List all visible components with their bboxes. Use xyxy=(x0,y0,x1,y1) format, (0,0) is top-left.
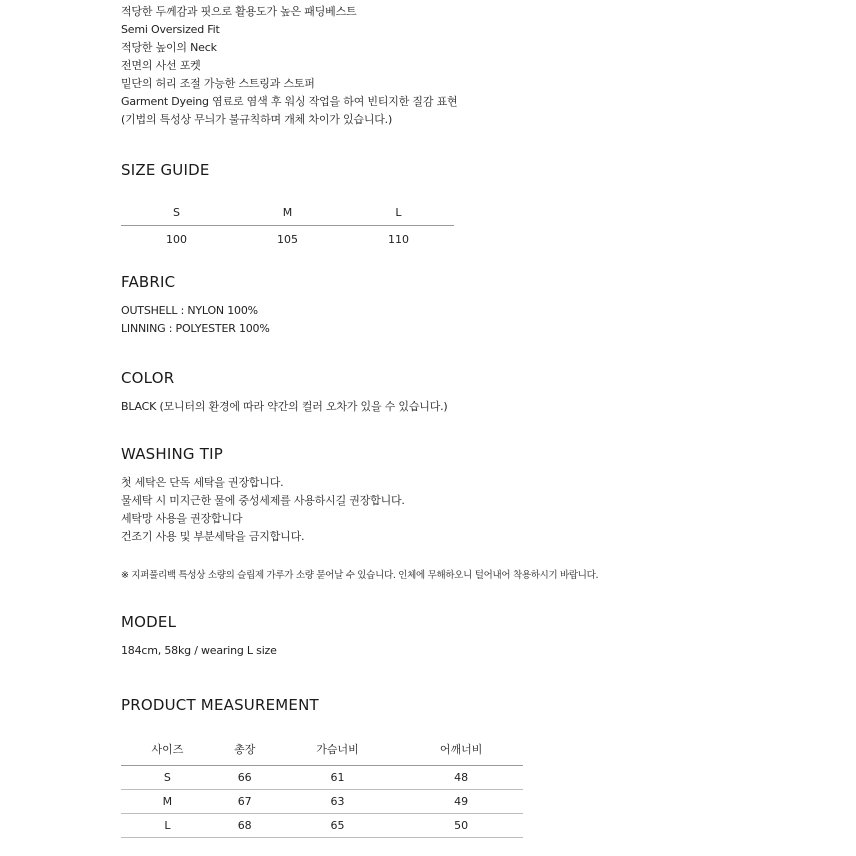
color-title: COLOR xyxy=(121,369,175,387)
table-cell: S xyxy=(121,766,214,790)
description-line: 전면의 사선 포켓 xyxy=(121,59,201,72)
washing-line: 세탁망 사용을 권장합니다 xyxy=(121,512,243,525)
washing-tip-title: WASHING TIP xyxy=(121,445,223,463)
size-guide-title: SIZE GUIDE xyxy=(121,161,210,179)
table-cell: 65 xyxy=(276,814,400,838)
table-cell: 61 xyxy=(276,766,400,790)
model-title: MODEL xyxy=(121,613,177,631)
color-text: BLACK (모니터의 환경에 따라 약간의 컬러 오차가 있을 수 있습니다.) xyxy=(121,400,448,413)
washing-instructions xyxy=(121,474,405,546)
fabric-title: FABRIC xyxy=(121,273,176,291)
description-line: (기법의 특성상 무늬가 불규칙하며 개체 차이가 있습니다.) xyxy=(121,113,393,126)
table-cell: 68 xyxy=(214,814,276,838)
measurement-header: 총장 xyxy=(214,733,276,766)
table-row xyxy=(121,814,523,838)
description-line: 적당한 두께감과 핏으로 활용도가 높은 패딩베스트 xyxy=(121,5,357,18)
table-row xyxy=(121,766,523,790)
size-guide-header-row xyxy=(121,199,454,226)
product-description xyxy=(121,3,457,129)
size-guide-value: 110 xyxy=(388,232,409,246)
fabric-details xyxy=(121,302,270,338)
table-cell: 48 xyxy=(399,766,523,790)
description-line: 적당한 높이의 Neck xyxy=(121,41,217,54)
fabric-line: LINNING : POLYESTER 100% xyxy=(121,322,270,335)
table-cell: 66 xyxy=(214,766,276,790)
washing-line: 첫 세탁은 단독 세탁을 권장합니다. xyxy=(121,476,284,489)
measurement-header: 가슴너비 xyxy=(276,733,400,766)
table-row xyxy=(121,790,523,814)
description-line: Garment Dyeing 염료로 염색 후 워싱 작업을 하여 빈티지한 질감 표현 xyxy=(121,95,458,108)
washing-note: ※ 지퍼풀리백 특성상 소량의 슬립제 가루가 소량 묻어날 수 있습니다. 인체에 무해하오니 털어내어 착용하시기 바랍니다. xyxy=(121,570,599,581)
table-cell: 49 xyxy=(399,790,523,814)
table-cell: 67 xyxy=(214,790,276,814)
size-guide-header: S xyxy=(121,199,232,226)
measurement-header: 어깨너비 xyxy=(399,733,523,766)
model-info: 184cm, 58kg / wearing L size xyxy=(121,644,277,657)
measurement-title: PRODUCT MEASUREMENT xyxy=(121,696,319,714)
description-line: Semi Oversized Fit xyxy=(121,23,220,36)
table-cell: 50 xyxy=(399,814,523,838)
measurement-table xyxy=(121,733,523,838)
table-cell: L xyxy=(121,814,214,838)
measurement-header: 사이즈 xyxy=(121,733,214,766)
measurement-header-row xyxy=(121,733,523,766)
washing-line: 건조기 사용 및 부분세탁을 금지합니다. xyxy=(121,530,305,543)
size-guide-header: M xyxy=(232,199,343,226)
washing-line: 물세탁 시 미지근한 물에 중성세제를 사용하시길 권장합니다. xyxy=(121,494,405,507)
description-line: 밑단의 허리 조절 가능한 스트링과 스토퍼 xyxy=(121,77,315,90)
size-guide-header: L xyxy=(343,199,454,226)
size-guide-value: 105 xyxy=(277,232,298,246)
fabric-line: OUTSHELL : NYLON 100% xyxy=(121,304,258,317)
size-guide-table xyxy=(121,199,454,252)
size-guide-value: 100 xyxy=(166,232,187,246)
table-cell: M xyxy=(121,790,214,814)
size-guide-value-row xyxy=(121,226,454,253)
table-cell: 63 xyxy=(276,790,400,814)
